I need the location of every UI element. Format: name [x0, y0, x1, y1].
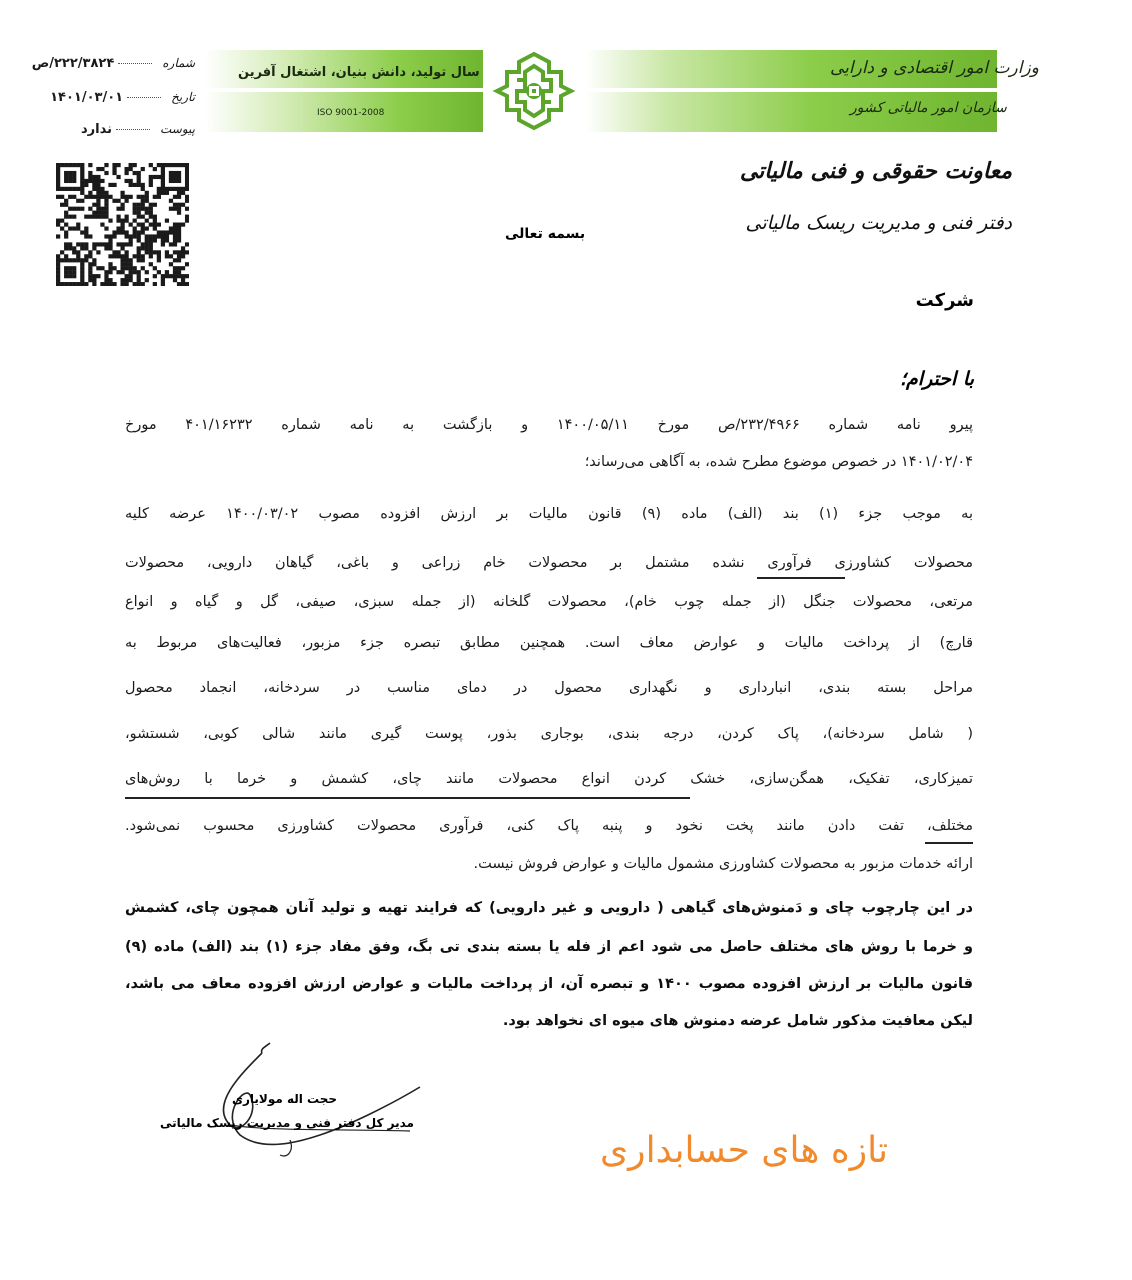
tax-organization-emblem-icon [489, 48, 579, 134]
basmala: بسمه تعالی [505, 226, 586, 242]
bold-body-line: در این چارچوب چای و دَمنوش‌های گیاهی ( دارویی و غیر دارویی) که فرایند تهیه و تولید آنان همچون چای، کشمش [125, 900, 973, 916]
signatory-name: حجت اله مولایاری [232, 1092, 338, 1106]
letter-attachment-label: پیوست [160, 122, 195, 136]
department-title: معاونت حقوقی و فنی مالیاتی [739, 158, 1012, 184]
underline [125, 797, 690, 799]
body-line: مرتعی، محصولات جنگل (از جمله چوب خام)، محصولات گلخانه (از جمله سبزی، صیفی، گل و گیاه و انواع [125, 594, 973, 610]
body-line: تمیزکاری، تفکیک، همگن‌سازی، خشک کردن انواع محصولات مانند چای، کشمش و خرما با روش‌های [125, 771, 973, 787]
body-line: پیرو نامه شماره ۲۳۲/۴۹۶۶/ص مورخ ۱۴۰۰/۰۵/۱۱ و بازگشت به نامه شماره ۴۰۱/۱۶۲۳۲ مورخ [125, 417, 973, 433]
body-line: ارائه خدمات مزبور به محصولات کشاورزی مشمول مالیات و عوارض فروش نیست. [473, 856, 973, 872]
body-line: ( شامل سردخانه)، پاک کردن، درجه بندی، بوجاری بذور، پوست گیری مانند شالی کوبی، شستشو، [125, 726, 973, 742]
letter-date [25, 90, 195, 114]
letter-date-value: ۱۴۰۱/۰۳/۰۱ [50, 90, 124, 105]
recipient: شرکت [915, 290, 974, 311]
letter-number-value: ۲۲۲/۳۸۲۴/ص [31, 56, 115, 71]
office-title: دفتر فنی و مدیریت ریسک مالیاتی [745, 212, 1012, 234]
body-line: به موجب جزء (۱) بند (الف) ماده (۹) قانون مالیات بر ارزش افزوده مصوب ۱۴۰۰/۰۳/۰۲ عرضه کلیه [125, 506, 973, 522]
body-line: ۱۴۰۱/۰۲/۰۴ در خصوص موضوع مطرح شده، به آگاهی می‌رساند؛ [584, 454, 973, 470]
body-line: مختلف، تفت دادن مانند پخت نخود و پنبه پاک کنی، فرآوری محصولات کشاورزی محسوب نمی‌شود. [125, 818, 973, 834]
underline [925, 842, 973, 844]
body-line: محصولات کشاورزی فرآوری نشده مشتمل بر محصولات خام زراعی و باغی، گیاهان دارویی، محصولات [125, 555, 973, 571]
body-line: مراحل بسته بندی، انبارداری و نگهداری محصول در دمای مناسب در سردخانه، انجماد محصول [125, 680, 973, 696]
letter-number-label: شماره [162, 56, 195, 70]
ministry-name: وزارت امور اقتصادی و دارایی [830, 58, 1039, 78]
organization-name: سازمان امور مالیاتی کشور [850, 100, 1007, 116]
letter-attachment-value: ندارد [80, 122, 112, 137]
iso-label: ISO 9001-2008 [317, 108, 385, 118]
qr-code-icon [56, 163, 189, 286]
bold-body-line: لیکن معافیت مذکور شامل عرضه دمنوش های میوه ای نخواهد بود. [502, 1013, 973, 1029]
bold-body-line: و خرما با روش های مختلف حاصل می شود اعم از فله یا بسته بندی تی بگ، وفق مفاد جزء (۱) بند (الف) ماده (۹) [125, 939, 974, 955]
underline [757, 577, 845, 579]
watermark-text: تازه های حسابداری [600, 1130, 889, 1171]
year-slogan: سال تولید، دانش بنیان، اشتغال آفرین [238, 65, 480, 80]
letter-attachment [25, 122, 195, 146]
greeting: با احترام؛ [899, 368, 974, 390]
letter-number [25, 56, 195, 80]
header-band-divider [585, 88, 997, 92]
letter-date-label: تاریخ [171, 90, 195, 104]
header-band-divider [205, 88, 483, 92]
signatory-title: مدیر کل دفتر فنی و مدیریت ریسک مالیاتی [160, 1116, 414, 1130]
body-line: قارچ) از پرداخت مالیات و عوارض معاف است. همچنین مطابق تبصره جزء مزبور، فعالیت‌های مربوط به [125, 635, 973, 651]
bold-body-line: قانون مالیات بر ارزش افزوده مصوب ۱۴۰۰ و تبصره آن، از پرداخت مالیات و عوارض ارزش افزوده معاف می باشد، [125, 976, 973, 992]
